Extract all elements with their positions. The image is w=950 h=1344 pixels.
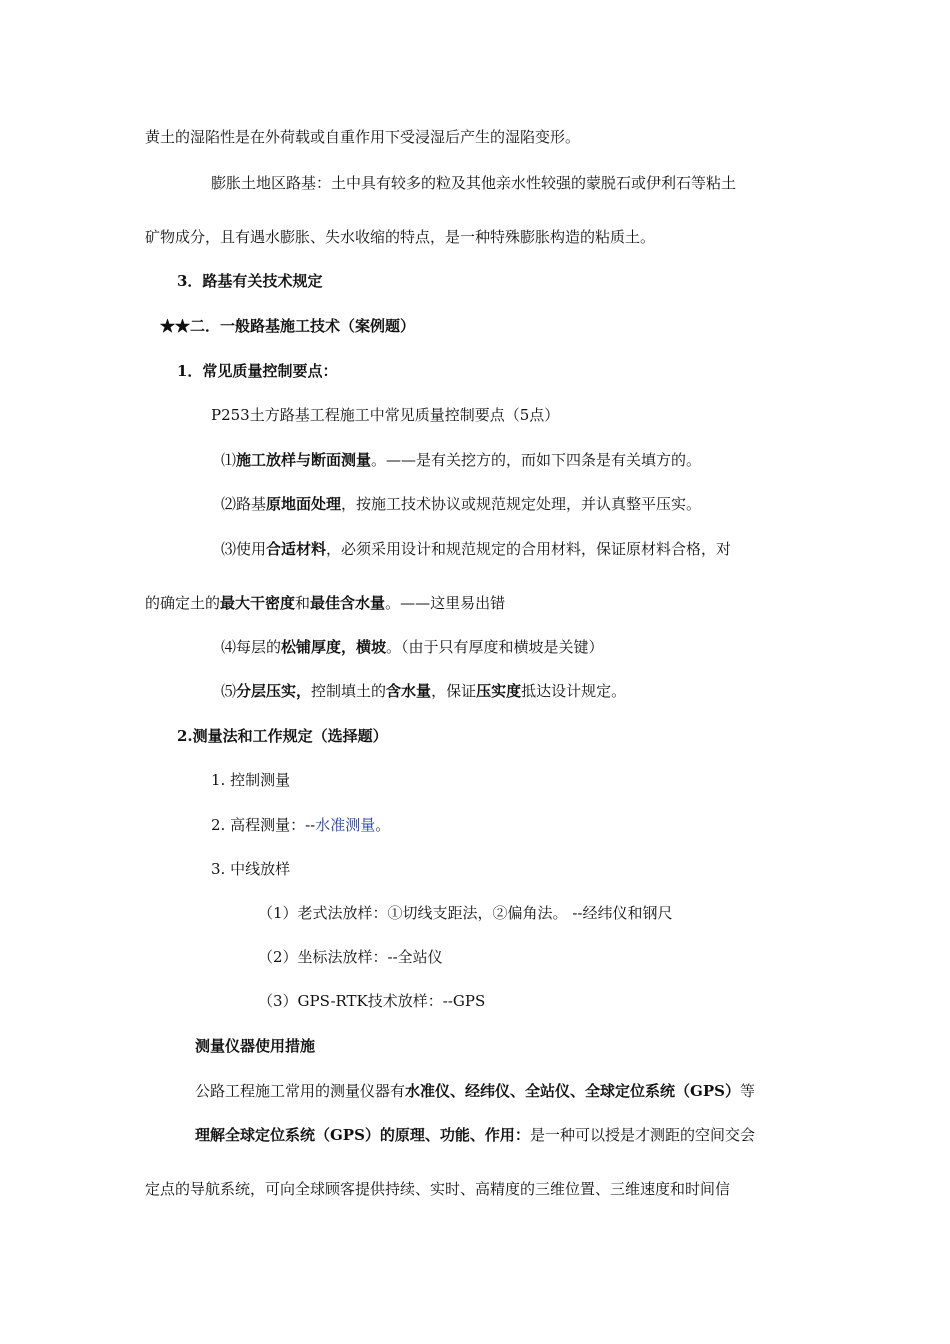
survey-item-2: 2. 高程测量：--水准测量。 — [211, 816, 391, 834]
subheading-quality-control: 1．常见质量控制要点： — [177, 362, 338, 380]
paragraph-p253: P253土方路基工程施工中常见质量控制要点（5点） — [211, 406, 560, 424]
survey-item-3: 3. 中线放样 — [211, 860, 291, 878]
subheading-survey: 2.测量法和工作规定（选择题） — [177, 727, 388, 745]
stakeout-method-3: （3）GPS-RTK技术放样：--GPS — [258, 992, 486, 1010]
paragraph-expansive-soil-cont: 矿物成分，且有遇水膨胀、失水收缩的特点，是一种特殊膨胀构造的粘质土。 — [145, 228, 656, 246]
paragraph-gps-cont: 定点的导航系统，可向全球顾客提供持续、实时、高精度的三维位置、三维速度和时间信 — [145, 1180, 731, 1198]
list-item-5: ⑸分层压实，控制填土的含水量，保证压实度抵达设计规定。 — [221, 682, 627, 700]
paragraph-gps: 理解全球定位系统（GPS）的原理、功能、作用：是一种可以授是才测距的空间交会 — [195, 1126, 755, 1144]
paragraph-loess: 黄土的湿陷性是在外荷载或自重作用下受浸湿后产生的湿陷变形。 — [145, 128, 581, 146]
list-item-3-cont: 的确定土的最大干密度和最佳含水量。——这里易出错 — [145, 594, 506, 612]
section-heading-3: 3．路基有关技术规定 — [177, 272, 323, 290]
stakeout-method-1: （1）老式法放样：①切线支距法，②偏角法。 --经纬仪和钢尺 — [258, 904, 673, 922]
paragraph-instruments: 公路工程施工常用的测量仪器有水准仪、经纬仪、全站仪、全球定位系统（GPS）等 — [195, 1082, 755, 1100]
subheading-instruments: 测量仪器使用措施 — [195, 1037, 316, 1055]
survey-item-1: 1. 控制测量 — [211, 771, 291, 789]
list-item-4: ⑷每层的松铺厚度，横坡。（由于只有厚度和横坡是关键） — [221, 638, 604, 656]
section-heading-general-subgrade: ★★二．一般路基施工技术（案例题） — [160, 317, 416, 335]
stakeout-method-2: （2）坐标法放样：--全站仪 — [258, 948, 443, 966]
list-item-2: ⑵路基原地面处理，按施工技术协议或规范规定处理，并认真整平压实。 — [221, 495, 702, 513]
list-item-3: ⑶使用合适材料，必须采用设计和规范规定的合用材料，保证原材料合格，对 — [221, 540, 732, 558]
list-item-1: ⑴施工放样与断面测量。——是有关挖方的，而如下四条是有关填方的。 — [221, 451, 702, 469]
paragraph-expansive-soil: 膨胀土地区路基：土中具有较多的粒及其他亲水性较强的蒙脱石或伊利石等粘土 — [211, 174, 737, 192]
